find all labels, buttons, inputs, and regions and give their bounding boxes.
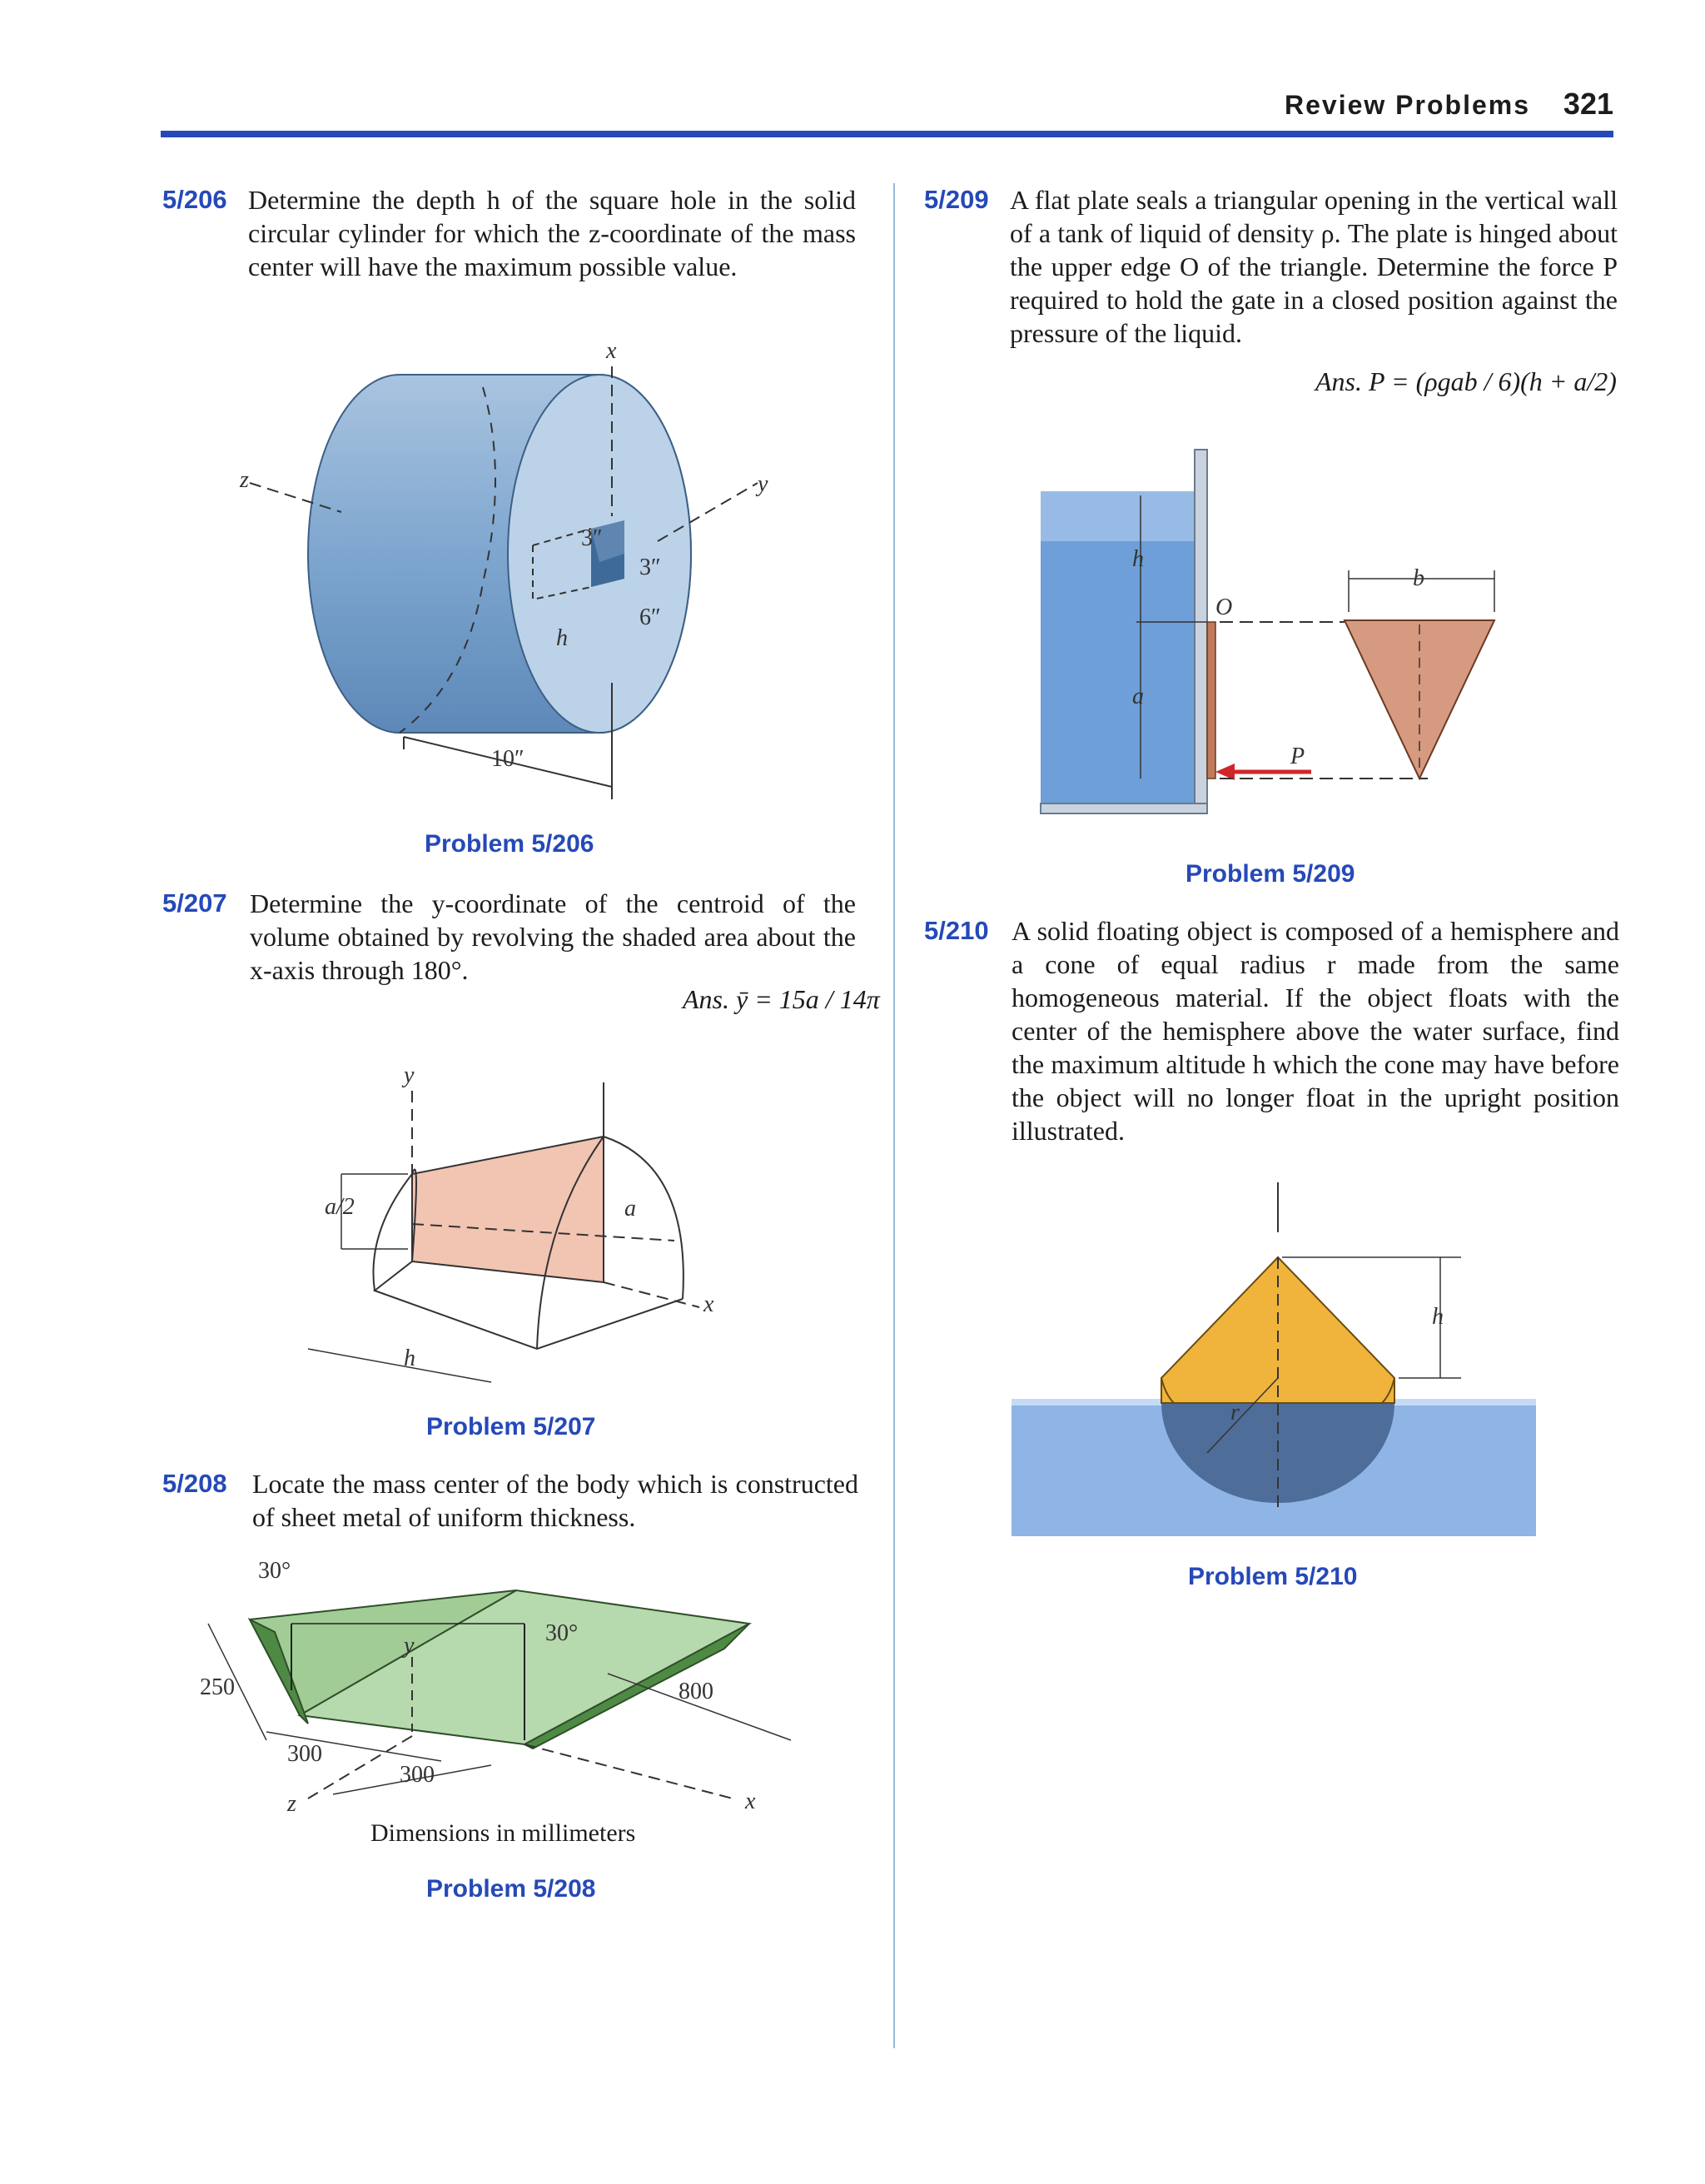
- label-250: 250: [200, 1674, 235, 1700]
- label-300-right: 300: [400, 1762, 435, 1788]
- label-h: h: [1432, 1304, 1444, 1330]
- column-divider: [893, 183, 895, 2048]
- problem-text: Determine the depth h of the square hole in the solid circular cylinder for which the z-coordinate of the mass center will have the maximum possible value.: [248, 185, 856, 281]
- label-O: O: [1215, 595, 1233, 620]
- problem-number: 5/208: [162, 1469, 227, 1498]
- problem-5-206: [162, 183, 857, 316]
- label-b: b: [1413, 565, 1424, 591]
- label-h: h: [404, 1346, 415, 1371]
- caption-5-206: Problem 5/206: [425, 830, 594, 858]
- figure-5-209-tank-gate: [1036, 445, 1519, 837]
- label-a: a: [624, 1196, 636, 1221]
- problem-number: 5/207: [162, 888, 227, 918]
- label-x: x: [606, 338, 617, 364]
- label-x: x: [703, 1291, 714, 1317]
- problem-5-210: [924, 914, 1619, 1146]
- label-y: y: [404, 1062, 415, 1088]
- header-rule: [161, 131, 1613, 137]
- problem-number: 5/206: [162, 185, 227, 214]
- label-3in-top: 3″: [581, 525, 603, 551]
- caption-5-207: Problem 5/207: [426, 1413, 596, 1440]
- problem-text: A flat plate seals a triangular opening in the vertical wall of a tank of liquid of density ρ. The plate is hinged about the upper edge O of the triangle. Determine the force P required to hold the gate in a closed position against the pressure of the liquid.: [1010, 185, 1618, 348]
- label-x: x: [745, 1788, 756, 1814]
- figure-5-208-sheet-metal-trough: [191, 1557, 841, 1815]
- label-10in: 10″: [491, 746, 524, 772]
- label-300-left: 300: [287, 1741, 322, 1767]
- figure-5-210-floating-object: [1007, 1178, 1540, 1536]
- label-6in: 6″: [639, 604, 661, 630]
- problem-number: 5/210: [924, 916, 989, 945]
- problem-number: 5/209: [924, 185, 989, 214]
- label-y: y: [758, 471, 768, 497]
- answer-5-207: Ans. ȳ = 15a / 14π: [683, 984, 880, 1014]
- label-30deg-left: 30°: [258, 1558, 291, 1584]
- caption-5-209: Problem 5/209: [1186, 860, 1355, 888]
- label-r: r: [1230, 1400, 1240, 1425]
- problem-5-207: [162, 887, 857, 987]
- label-y: y: [404, 1633, 415, 1659]
- problem-text: Determine the y-coordinate of the centroid of the volume obtained by revolving the shaded area about the x-axis through 180°.: [250, 888, 856, 985]
- label-h: h: [556, 625, 568, 651]
- problem-5-208: [162, 1467, 862, 1534]
- figure-5-206-cylinder: [233, 333, 816, 799]
- label-z: z: [240, 467, 249, 493]
- label-a-half: a/2: [325, 1194, 355, 1220]
- dimensions-note: Dimensions in millimeters: [370, 1819, 636, 1847]
- running-header-title: Review Problems: [1285, 90, 1530, 120]
- answer-5-209: Ans. P = (ρgab / 6)(h + a/2): [1315, 366, 1617, 396]
- label-3in-side: 3″: [639, 555, 661, 580]
- problem-text: Locate the mass center of the body which is constructed of sheet metal of uniform thickness.: [252, 1469, 858, 1532]
- label-P: P: [1290, 744, 1305, 769]
- label-z: z: [287, 1791, 296, 1817]
- problem-text: A solid floating object is composed of a hemisphere and a cone of equal radius r made from the same homogeneous material. If the object floats with the center of the hemisphere above the water surface, find the maximum altitude h which the cone may have before the object will no longer float in the upright position illustrated.: [1012, 916, 1619, 1146]
- label-800: 800: [679, 1679, 713, 1704]
- page-number: 321: [1563, 87, 1613, 121]
- problem-5-209: [924, 183, 1619, 350]
- caption-5-208: Problem 5/208: [426, 1875, 596, 1903]
- label-30deg-right: 30°: [545, 1620, 579, 1646]
- label-h: h: [1132, 546, 1144, 572]
- figure-5-207-revolved-area: [291, 1057, 758, 1390]
- caption-5-210: Problem 5/210: [1188, 1563, 1358, 1590]
- label-a: a: [1132, 684, 1144, 709]
